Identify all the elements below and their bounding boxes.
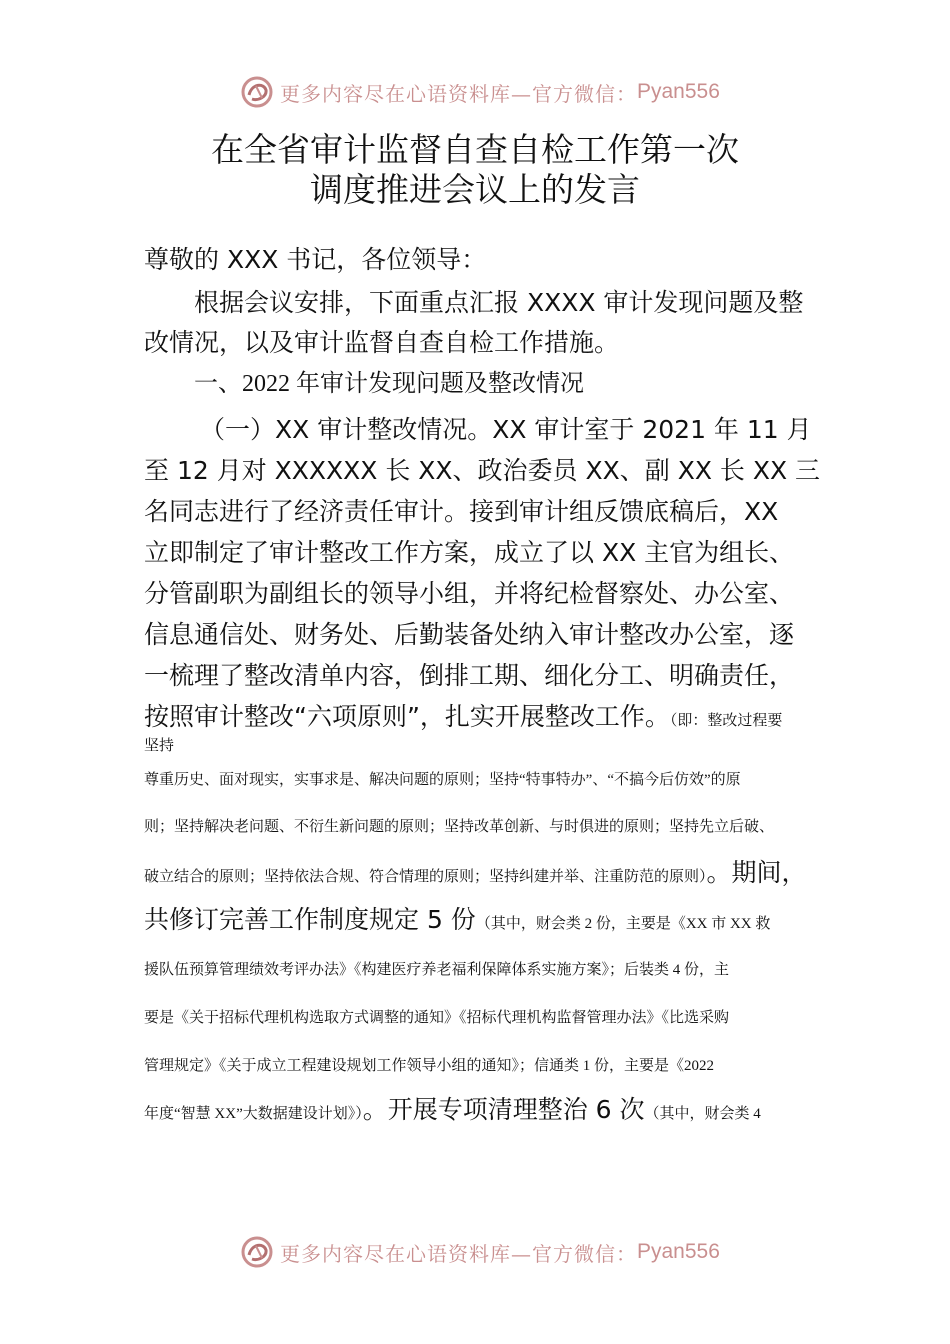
paragraph-2-line-2: 援队伍预算管理绩效考评办法》《构建医疗养老福利保障体系实施方案》；后装类 4 份，主 [144, 962, 730, 978]
note-line-4-main: 。期间， [706, 858, 807, 887]
salutation: 尊敬的 XXX 书记，各位领导： [144, 245, 487, 274]
document-title-line-2: 调度推进会议上的发言 [310, 170, 640, 209]
paragraph-2-line-1-main: 共修订完善工作制度规定 5 份 [144, 905, 476, 934]
document-title-line-1: 在全省审计监督自查自检工作第一次 [211, 130, 739, 169]
brush-heart-logo-icon [240, 75, 274, 109]
watermark-text: 更多内容尽在心语资料库—官方微信： [280, 1241, 637, 1266]
note-line-3: 则；坚持解决老问题、不衍生新问题的原则；坚持改革创新、与时俱进的原则；坚持先立后破、 [144, 819, 775, 835]
watermark-text: 更多内容尽在心语资料库—官方微信： [280, 81, 637, 106]
paragraph-1-line-8-note: （即：整改过程要 [669, 713, 783, 729]
paragraph-1-line-5: 分管副职为副组长的领导小组，并将纪检督察处、办公室、 [144, 579, 795, 608]
paragraph-1-line-8-main: 按照审计整改“六项原则”，扎实开展整改工作。 [144, 702, 670, 731]
brush-heart-logo-icon [240, 1235, 274, 1269]
paragraph-1-line-7: 一梳理了整改清单内容，倒排工期、细化分工、明确责任， [144, 661, 795, 690]
paragraph-2-line-1-note: （其中，财会类 2 份，主要是《XX 市 XX 救 [475, 916, 771, 932]
paragraph-2-line-5-main: 。开展专项清理整治 6 次 [362, 1095, 645, 1124]
note-line-1: 坚持 [144, 738, 175, 754]
intro-line-1: 根据会议安排，下面重点汇报 XXXX 审计发现问题及整 [194, 288, 804, 317]
paragraph-2-line-5-note: 年度“智慧 XX”大数据建设计划》） [144, 1106, 363, 1122]
paragraph-2-line-5-note-2: （其中，财会类 4 [644, 1106, 761, 1122]
intro-line-2: 改情况，以及审计监督自查自检工作措施。 [144, 328, 620, 357]
note-line-2: 尊重历史、面对现实，实事求是、解决问题的原则；坚持“特事特办”、“不搞今后仿效”的原 [144, 772, 741, 788]
note-line-4 [144, 855, 807, 895]
paragraph-2-line-3: 要是《关于招标代理机构选取方式调整的通知》《招标代理机构监督管理办法》《比选采购 [144, 1010, 730, 1026]
watermark-header [240, 72, 720, 112]
paragraph-2-line-1 [144, 902, 770, 942]
paragraph-1-line-8 [144, 699, 782, 739]
paragraph-1-line-2: 至 12 月对 XXXXXX 长 XX、政治委员 XX、副 XX 长 XX 三 [144, 456, 821, 485]
watermark-footer [240, 1232, 720, 1272]
paragraph-1-line-3: 名同志进行了经济责任审计。接到审计组反馈底稿后，XX [144, 497, 779, 526]
note-line-4-note: 破立结合的原则；坚持依法合规、符合情理的原则；坚持纠建并举、注重防范的原则） [144, 869, 707, 885]
watermark-wechat-id: Pyan556 [637, 80, 720, 103]
section-heading-1: 一、2022 年审计发现问题及整改情况 [194, 371, 584, 397]
paragraph-1-line-1: （一）XX 审计整改情况。XX 审计室于 2021 年 11 月 [200, 415, 812, 444]
paragraph-1-line-6: 信息通信处、财务处、后勤装备处纳入审计整改办公室，逐 [144, 620, 795, 649]
paragraph-2-line-5 [144, 1092, 761, 1132]
watermark-wechat-id: Pyan556 [637, 1240, 720, 1263]
paragraph-2-line-4: 管理规定》《关于成立工程建设规划工作领导小组的通知》；信通类 1 份，主要是《2022 [144, 1058, 715, 1074]
paragraph-1-line-4: 立即制定了审计整改工作方案，成立了以 XX 主官为组长、 [144, 538, 795, 567]
